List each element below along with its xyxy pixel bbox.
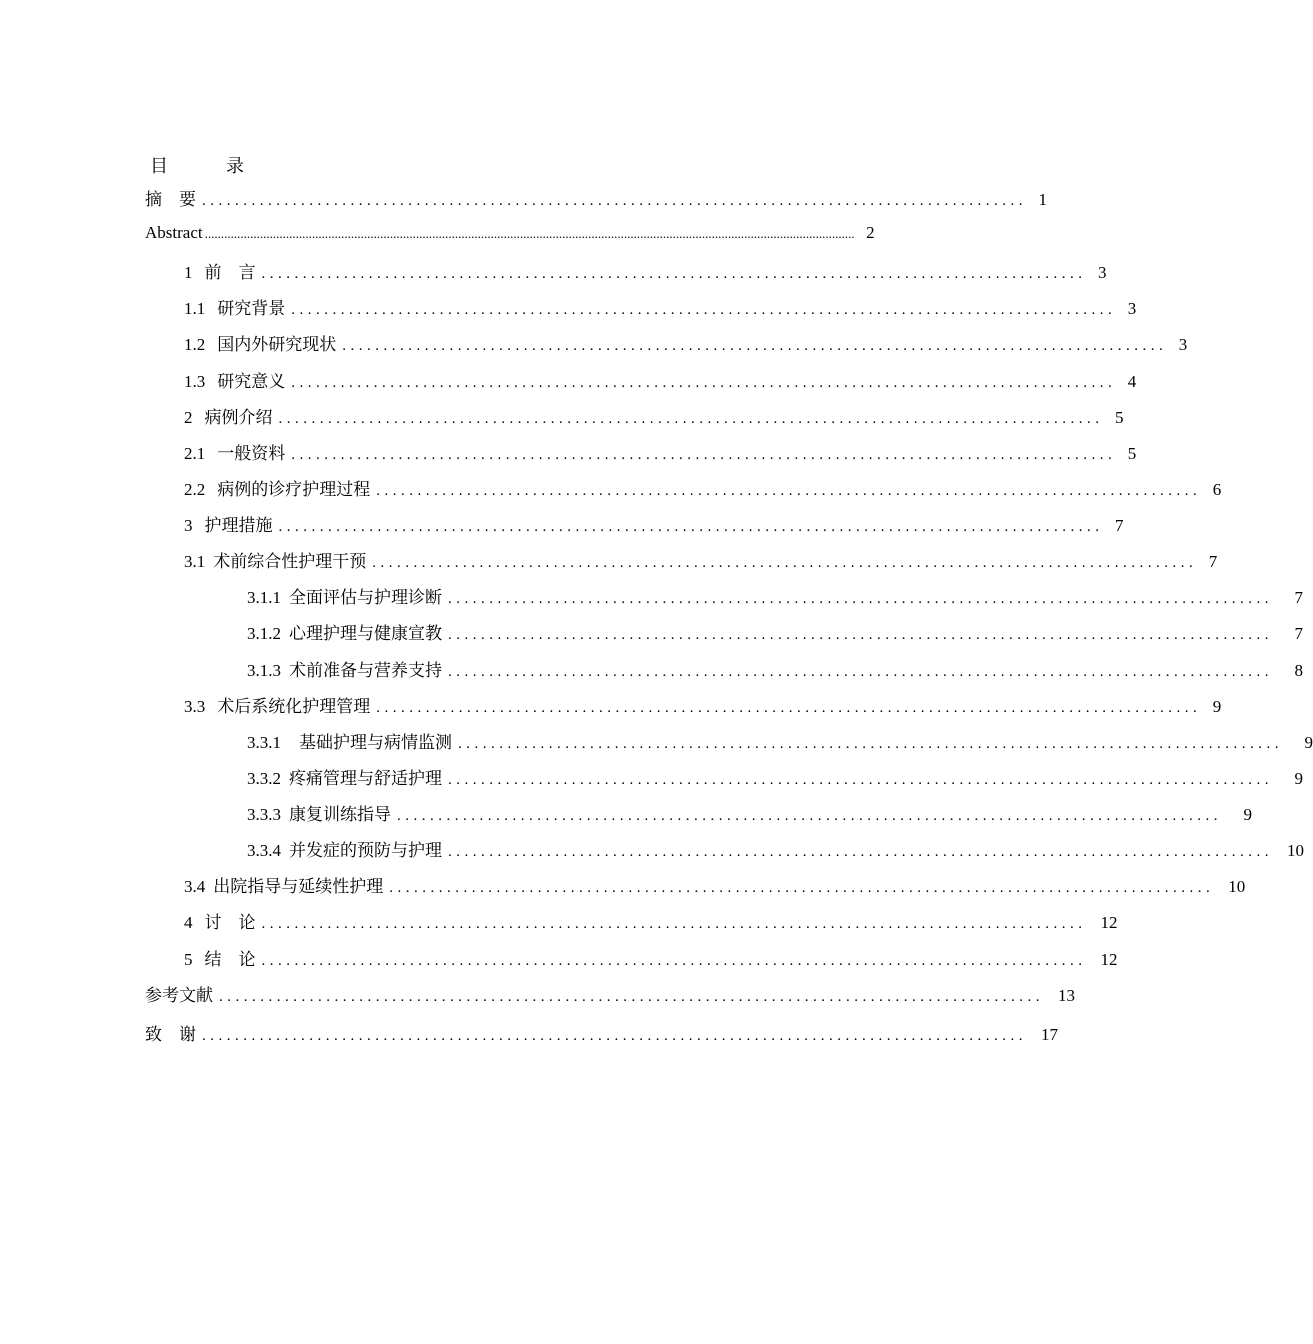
toc-entry-number: 4 bbox=[184, 913, 193, 932]
toc-entry-number: 3.1.2 bbox=[247, 624, 281, 643]
toc-entry-text bbox=[184, 439, 291, 464]
toc-leader-dots: .................................................................................................... bbox=[376, 700, 1202, 716]
toc-entry-number: 3 bbox=[184, 516, 193, 535]
toc-page-number: 5 bbox=[1115, 408, 1124, 427]
toc-entry-title: 术后系统化护理管理 bbox=[217, 697, 371, 716]
toc-entry-number: 3.4 bbox=[184, 877, 206, 896]
toc-entry-s2-1[interactable] bbox=[184, 439, 1137, 463]
toc-leader-dots: .................................................................................................... bbox=[291, 302, 1117, 318]
toc-entry-title: 一般资料 bbox=[217, 444, 286, 463]
toc-leader-dots: .................................................................................................... bbox=[291, 447, 1117, 463]
toc-entry-title: 全面评估与护理诊断 bbox=[289, 588, 442, 607]
toc-entry-text bbox=[247, 656, 448, 681]
toc-leader-dots: .................................................................................................... bbox=[372, 555, 1198, 571]
toc-entry-s3[interactable] bbox=[184, 511, 1124, 535]
toc-leader-dots: .................................................................................................... bbox=[448, 844, 1273, 860]
toc-entry-text bbox=[247, 728, 458, 753]
toc-entry-text bbox=[247, 800, 397, 825]
toc-page-number: 17 bbox=[1041, 1025, 1058, 1044]
toc-page-number: 9 bbox=[1294, 769, 1303, 788]
toc-leader-dots: .................................................................................................... bbox=[278, 519, 1104, 535]
toc-entry-number: 3.3.4 bbox=[247, 841, 281, 860]
toc-entry-title: 并发症的预防与护理 bbox=[289, 841, 442, 860]
toc-page-number: 7 bbox=[1294, 588, 1303, 607]
toc-entry-number: 3.1 bbox=[184, 552, 206, 571]
toc-entry-number: 2 bbox=[184, 408, 193, 427]
toc-entry-title: 术前综合性护理干预 bbox=[213, 552, 367, 571]
toc-entry-s1-3[interactable] bbox=[184, 367, 1137, 391]
toc-page-number: 9 bbox=[1212, 697, 1222, 716]
toc-entry-s3-4[interactable] bbox=[184, 872, 1246, 896]
toc-entry-title: 疼痛管理与舒适护理 bbox=[289, 769, 442, 788]
toc-leader-dots: .................................................................................................... bbox=[448, 627, 1273, 643]
toc-entry-title: 基础护理与病情监测 bbox=[299, 733, 452, 752]
toc-entry-s3-3[interactable] bbox=[184, 692, 1222, 716]
toc-leader-dots: ........................................................................................................................................................................................................ bbox=[204, 226, 855, 241]
toc-leader-dots: .................................................................................................... bbox=[448, 664, 1273, 680]
toc-entry-text bbox=[184, 692, 376, 717]
toc-page-number: 3 bbox=[1178, 335, 1188, 354]
toc-entry-s3-3-4[interactable] bbox=[247, 836, 1304, 860]
toc-entry-s1-1[interactable] bbox=[184, 294, 1137, 318]
toc-page-number: 3 bbox=[1098, 263, 1107, 282]
toc-entry-refs[interactable] bbox=[145, 981, 1075, 1005]
toc-entry-text bbox=[184, 403, 279, 428]
toc-page-number: 9 bbox=[1243, 805, 1252, 824]
toc-entry-number: 1.2 bbox=[184, 335, 206, 354]
toc-leader-dots: .................................................................................................... bbox=[448, 591, 1273, 607]
toc-leader-dots: .................................................................................................... bbox=[291, 375, 1117, 391]
toc-entry-s2-2[interactable] bbox=[184, 475, 1222, 499]
toc-page-number: 10 bbox=[1228, 877, 1246, 896]
toc-entry-number: 3.3.2 bbox=[247, 769, 281, 788]
toc-entry-title: 结 论 bbox=[204, 950, 256, 969]
toc-entry-number: 3.3.1 bbox=[247, 733, 281, 752]
toc-leader-dots: .................................................................................................... bbox=[202, 1028, 1027, 1044]
toc-entry-text bbox=[184, 294, 291, 319]
toc-entry-s2[interactable] bbox=[184, 403, 1124, 427]
toc-entry-s3-1-1[interactable] bbox=[247, 583, 1303, 607]
toc-entry-text bbox=[184, 258, 262, 283]
toc-entry-s1-2[interactable] bbox=[184, 330, 1188, 354]
toc-page-number: 5 bbox=[1127, 444, 1137, 463]
toc-page-number: 1 bbox=[1038, 190, 1047, 209]
toc-entry-text: Abstract bbox=[145, 223, 203, 242]
toc-page-number: 7 bbox=[1294, 624, 1303, 643]
toc-entry-s3-1-3[interactable] bbox=[247, 656, 1303, 680]
toc-entry-text bbox=[247, 764, 448, 789]
toc-entry-title: 国内外研究现状 bbox=[217, 335, 337, 354]
toc-leader-dots: .................................................................................................... bbox=[448, 772, 1273, 788]
toc-entry-number: 3.1.1 bbox=[247, 588, 281, 607]
toc-page-number: 10 bbox=[1287, 841, 1304, 860]
toc-entry-abstract-en[interactable] bbox=[145, 223, 875, 247]
toc-entry-number: 3.3.3 bbox=[247, 805, 281, 824]
toc-page-number: 4 bbox=[1127, 372, 1137, 391]
toc-entry-text bbox=[184, 872, 389, 897]
toc-entry-s5[interactable] bbox=[184, 945, 1118, 969]
toc-entry-s3-3-3[interactable] bbox=[247, 800, 1252, 824]
toc-entry-title: 病例介绍 bbox=[204, 408, 273, 427]
toc-leader-dots: .................................................................................................... bbox=[261, 916, 1087, 932]
toc-entry-title: 康复训练指导 bbox=[289, 805, 391, 824]
toc-page-number: 2 bbox=[866, 223, 875, 242]
toc-entry-text bbox=[247, 619, 448, 644]
toc-page-number: 3 bbox=[1127, 299, 1137, 318]
toc-entry-title: 研究背景 bbox=[217, 299, 286, 318]
toc-entry-thanks[interactable] bbox=[145, 1020, 1058, 1044]
toc-leader-dots: .................................................................................................... bbox=[261, 953, 1087, 969]
toc-entry-text: 致 谢 bbox=[145, 1025, 196, 1044]
toc-entry-text bbox=[184, 475, 376, 500]
toc-entry-title: 心理护理与健康宣教 bbox=[289, 624, 442, 643]
toc-entry-text bbox=[184, 367, 291, 392]
toc-leader-dots: .................................................................................................... bbox=[376, 483, 1202, 499]
toc-page-number: 6 bbox=[1212, 480, 1222, 499]
toc-entry-title: 出院指导与延续性护理 bbox=[213, 877, 384, 896]
toc-entry-s3-1[interactable] bbox=[184, 547, 1218, 571]
toc-entry-title: 前 言 bbox=[204, 263, 256, 282]
toc-entry-text bbox=[184, 908, 262, 933]
toc-entry-title: 术前准备与营养支持 bbox=[289, 661, 442, 680]
toc-leader-dots: .................................................................................................... bbox=[202, 193, 1027, 209]
toc-entry-text bbox=[184, 511, 279, 536]
toc-entry-abstract-cn[interactable] bbox=[145, 185, 1047, 209]
toc-page-number: 7 bbox=[1208, 552, 1218, 571]
toc-entry-s3-3-1[interactable] bbox=[247, 728, 1313, 752]
toc-page-number: 9 bbox=[1304, 733, 1313, 752]
toc-entry-text bbox=[247, 583, 448, 608]
toc-page-number: 12 bbox=[1100, 913, 1118, 932]
toc-entry-text bbox=[184, 945, 262, 970]
toc-entry-title: 讨 论 bbox=[204, 913, 256, 932]
toc-page-number: 13 bbox=[1058, 986, 1075, 1005]
toc-entry-title: 护理措施 bbox=[204, 516, 273, 535]
toc-leader-dots: .................................................................................................... bbox=[397, 808, 1222, 824]
toc-leader-dots: .................................................................................................... bbox=[278, 411, 1104, 427]
toc-entry-s3-1-2[interactable] bbox=[247, 619, 1303, 643]
toc-entry-number: 3.1.3 bbox=[247, 661, 281, 680]
toc-leader-dots: .................................................................................................... bbox=[219, 989, 1044, 1005]
toc-page-number: 8 bbox=[1294, 661, 1303, 680]
toc-leader-dots: .................................................................................................... bbox=[389, 880, 1215, 896]
toc-entry-text bbox=[184, 330, 342, 355]
toc-title: 目 录 bbox=[150, 156, 264, 176]
toc-entry-s3-3-2[interactable] bbox=[247, 764, 1303, 788]
toc-entry-number: 5 bbox=[184, 950, 193, 969]
toc-page-number: 12 bbox=[1100, 950, 1118, 969]
toc-entry-number: 2.1 bbox=[184, 444, 206, 463]
toc-entry-number: 1 bbox=[184, 263, 193, 282]
toc-entry-s1[interactable] bbox=[184, 258, 1107, 282]
toc-leader-dots: .................................................................................................... bbox=[342, 338, 1168, 354]
toc-page-number: 7 bbox=[1115, 516, 1124, 535]
toc-leader-dots: .................................................................................................... bbox=[458, 736, 1283, 752]
toc-entry-number: 3.3 bbox=[184, 697, 206, 716]
toc-leader-dots: .................................................................................................... bbox=[261, 266, 1087, 282]
toc-entry-title: 研究意义 bbox=[217, 372, 286, 391]
toc-entry-text: 摘 要 bbox=[145, 190, 196, 209]
toc-entry-number: 1.3 bbox=[184, 372, 206, 391]
toc-entry-number: 2.2 bbox=[184, 480, 206, 499]
toc-entry-title: 病例的诊疗护理过程 bbox=[217, 480, 371, 499]
toc-entry-number: 1.1 bbox=[184, 299, 206, 318]
toc-entry-s4[interactable] bbox=[184, 908, 1118, 932]
toc-entry-text bbox=[184, 547, 372, 572]
toc-entry-text bbox=[247, 836, 448, 861]
toc-entry-text: 参考文献 bbox=[145, 986, 213, 1005]
